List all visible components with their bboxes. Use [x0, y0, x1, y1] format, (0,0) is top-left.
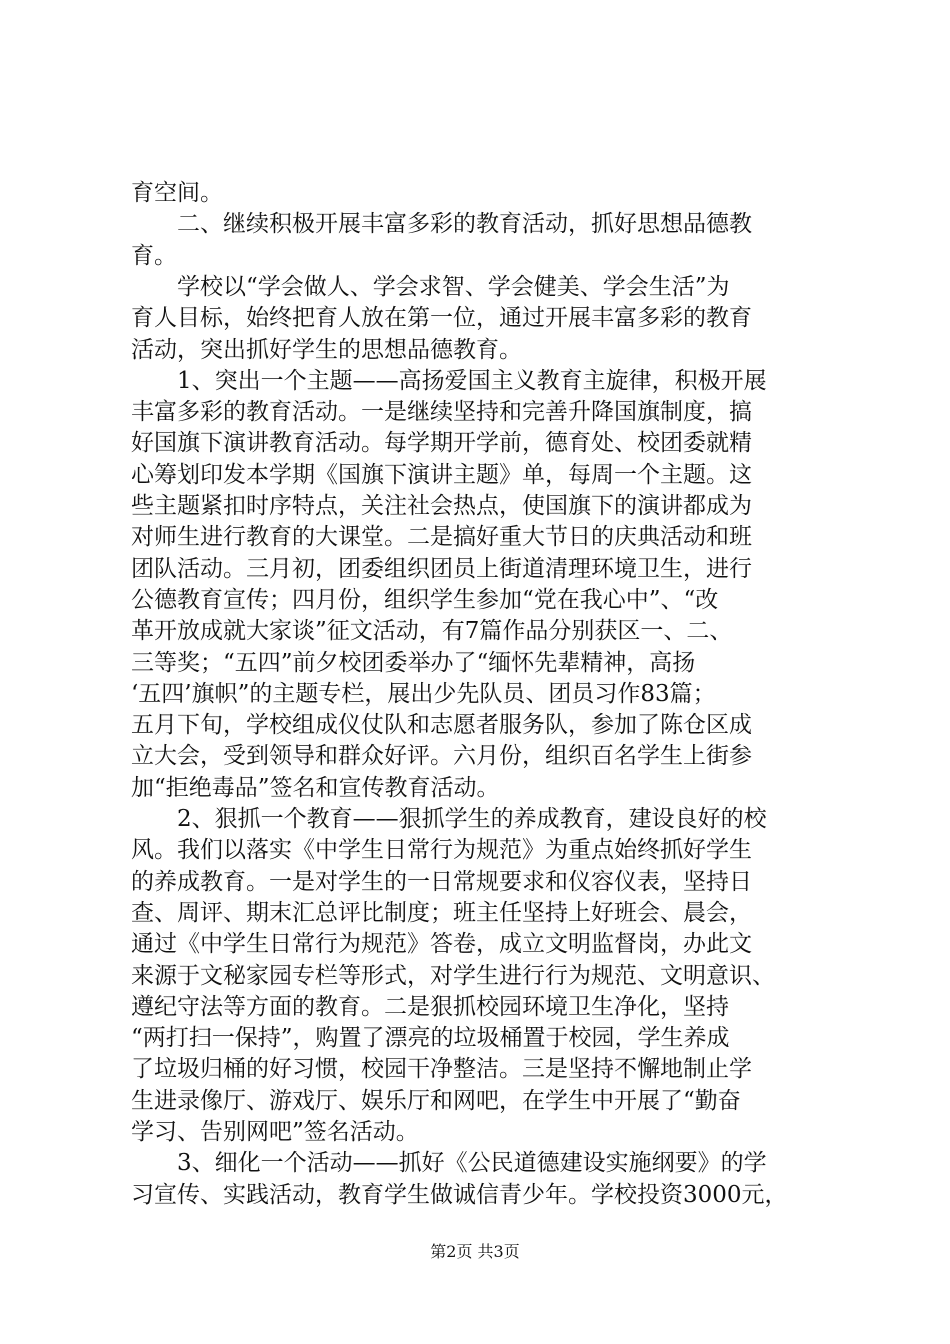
text-line: 育人目标，始终把育人放在第一位，通过开展丰富多彩的教育 [131, 305, 752, 331]
text-line: 公德教育宣传；四月份，组织学生参加“党在我心中”、“改 [131, 587, 719, 613]
text-line: 1、突出一个主题——高扬爱国主义教育主旋律，积极开展 [131, 368, 767, 394]
text-line: 3、细化一个活动——抓好《公民道德建设实施纲要》的学 [131, 1150, 767, 1176]
text-line: 加“拒绝毒品”签名和宣传教育活动。 [131, 775, 500, 801]
text-line: 生进录像厅、游戏厅、娱乐厅和网吧，在学生中开展了“勤奋 [131, 1088, 741, 1114]
text-line: 遵纪守法等方面的教育。二是狠抓校园环境卫生净化，坚持 [131, 994, 729, 1020]
text-line: 五月下旬，学校组成仪仗队和志愿者服务队，参加了陈仓区成 [131, 712, 752, 738]
text-line: 活动，突出抓好学生的思想品德教育。 [131, 337, 522, 363]
text-line: 查、周评、期末汇总评比制度；班主任坚持上好班会、晨会， [131, 900, 752, 926]
text-line: 了垃圾归桶的好习惯，校园干净整洁。三是坚持不懈地制止学 [131, 1056, 752, 1082]
page-footer: 第2页 共3页 [430, 1242, 520, 1261]
text-line: 三等奖；“五四”前夕校团委举办了“缅怀先辈精神，高扬 [131, 650, 696, 676]
text-line: 好国旗下演讲教育活动。每学期开学前，德育处、校团委就精 [131, 430, 752, 456]
text-line: 的养成教育。一是对学生的一日常规要求和仪容仪表，坚持日 [131, 869, 752, 895]
text-line: 团队活动。三月初，团委组织团员上街道清理环境卫生，进行 [131, 556, 752, 582]
text-line: 2、狠抓一个教育——狠抓学生的养成教育，建设良好的校 [131, 806, 767, 832]
text-line: 育空间。 [131, 180, 223, 206]
text-line: 育。 [131, 243, 177, 269]
text-line: “两打扫一保持”，购置了漂亮的垃圾桶置于校园，学生养成 [131, 1025, 730, 1051]
text-line: 革开放成就大家谈”征文活动，有7篇作品分别获区一、二、 [131, 618, 733, 644]
text-line: 学习、告别网吧”签名活动。 [131, 1119, 419, 1145]
text-line: 心筹划印发本学期《国旗下演讲主题》单，每周一个主题。这 [131, 462, 752, 488]
text-line: 习宣传、实践活动，教育学生做诚信青少年。学校投资3000元， [131, 1182, 788, 1208]
text-line: 来源于文秘家园专栏等形式，对学生进行行为规范、文明意识、 [131, 963, 775, 989]
text-line: ‘五四’旗帜”的主题专栏，展出少先队员、团员习作83篇； [131, 681, 716, 707]
text-line: 对师生进行教育的大课堂。二是搞好重大节日的庆典活动和班 [131, 524, 752, 550]
text-line: 立大会，受到领导和群众好评。六月份，组织百名学生上街参 [131, 743, 752, 769]
text-line: 二、继续积极开展丰富多彩的教育活动，抓好思想品德教 [131, 211, 752, 237]
text-line: 丰富多彩的教育活动。一是继续坚持和完善升降国旗制度，搞 [131, 399, 752, 425]
text-line: 风。我们以落实《中学生日常行为规范》为重点始终抓好学生 [131, 837, 752, 863]
text-line: 通过《中学生日常行为规范》答卷，成立文明监督岗，办此文 [131, 931, 752, 957]
text-line: 些主题紧扣时序特点，关注社会热点，使国旗下的演讲都成为 [131, 493, 752, 519]
text-line: 学校以“学会做人、学会求智、学会健美、学会生活”为 [131, 274, 730, 300]
